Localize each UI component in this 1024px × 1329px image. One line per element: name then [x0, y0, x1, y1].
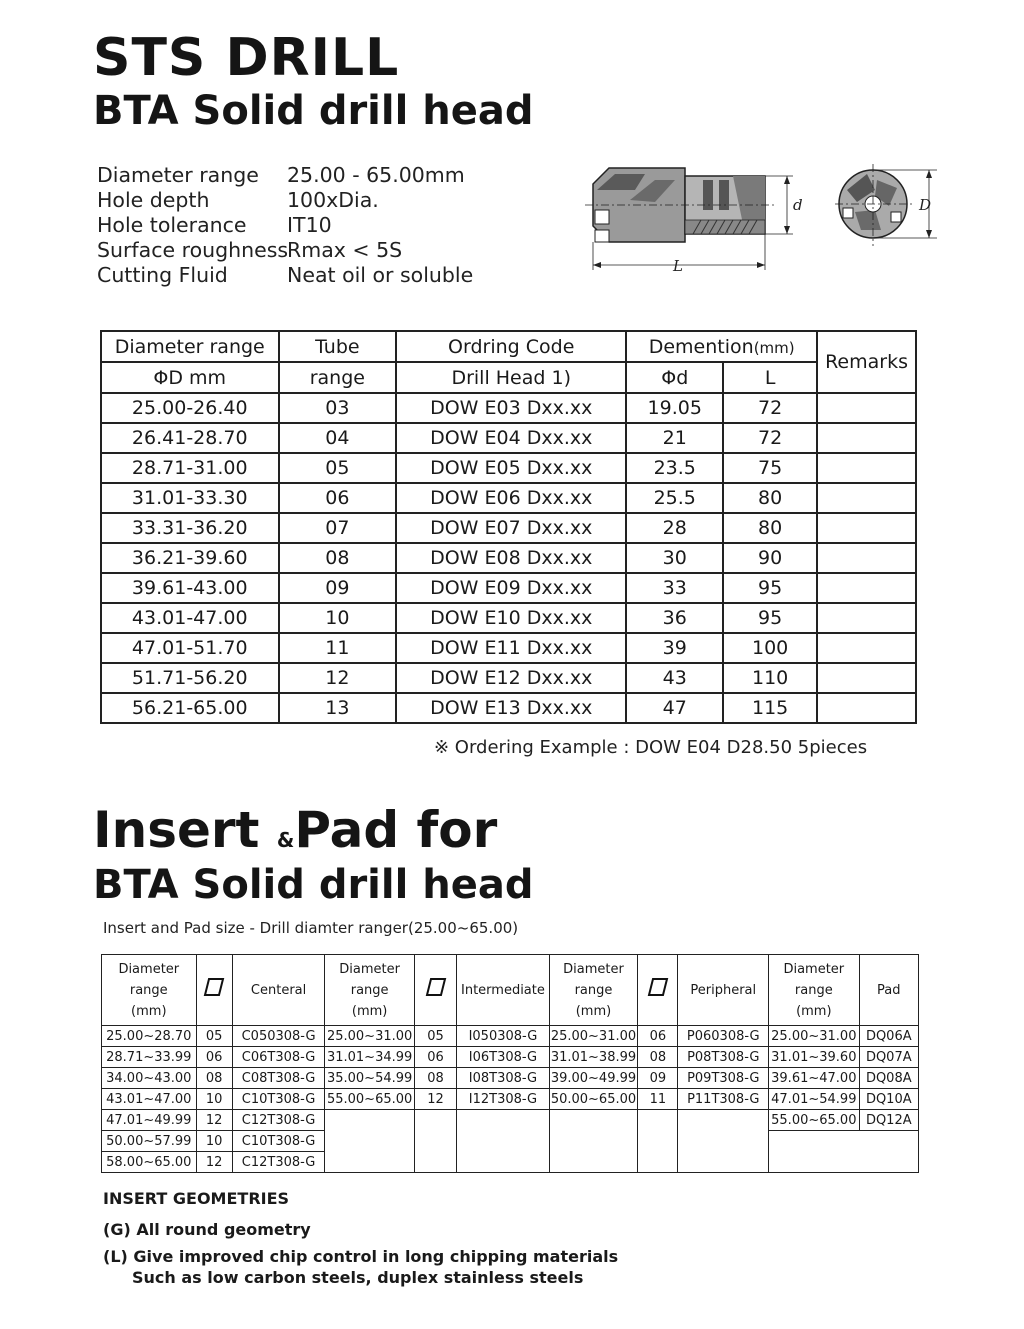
table-row [102, 1089, 919, 1110]
table-row [101, 633, 916, 663]
cell-code: DOW E08 Dxx.xx [396, 543, 626, 573]
header-peripheral-diameter [549, 955, 638, 1026]
header-tube-range: range [279, 362, 397, 393]
header-remarks: Remarks [817, 331, 916, 393]
spec-row [97, 188, 473, 213]
cell-tube: 10 [279, 603, 397, 633]
spec-label: Diameter range [97, 163, 259, 187]
cell-L: 100 [723, 633, 817, 663]
header-ordering-code: Ordring Code [396, 331, 626, 362]
table-row [101, 393, 916, 423]
section2-subtitle: BTA Solid drill head [93, 862, 534, 908]
header-tube: Tube [279, 331, 397, 362]
cell-tube: 13 [279, 693, 397, 723]
central-code: C12T308-G [232, 1110, 325, 1131]
central-size: 12 [196, 1110, 232, 1131]
spec-row [97, 263, 473, 288]
cell-L: 80 [723, 483, 817, 513]
pad-range: 39.61~47.00 [769, 1068, 860, 1089]
cell-tube: 08 [279, 543, 397, 573]
header-intermediate: Intermediate [457, 955, 550, 1026]
spec-value: IT10 [287, 213, 332, 237]
empty-cell [638, 1110, 678, 1173]
spec-list [97, 163, 473, 288]
cell-diameter: 26.41-28.70 [101, 423, 279, 453]
table-row [101, 573, 916, 603]
cell-phi-d: 47 [626, 693, 723, 723]
intermediate-range: 31.01~34.99 [325, 1047, 415, 1068]
insert-pad-table [101, 954, 919, 1173]
pad-code: DQ06A [859, 1026, 918, 1047]
cell-code: DOW E03 Dxx.xx [396, 393, 626, 423]
table-row [101, 423, 916, 453]
page-subtitle: BTA Solid drill head [93, 88, 534, 134]
insert-geometries [103, 1188, 618, 1288]
L-dimension-label: L [673, 257, 683, 275]
header-diameter-unit: ΦD mm [101, 362, 279, 393]
section2-title [93, 800, 497, 870]
peripheral-range: 50.00~65.00 [549, 1089, 638, 1110]
spec-label: Surface roughness [97, 238, 289, 262]
cell-L: 115 [723, 693, 817, 723]
cell-remarks [817, 483, 916, 513]
insert-size-note: Insert and Pad size - Drill diamter ranger(25.00~65.00) [103, 919, 519, 937]
cell-diameter: 51.71-56.20 [101, 663, 279, 693]
drill-head-table [100, 330, 917, 724]
intermediate-code: I12T308-G [457, 1089, 550, 1110]
cell-L: 90 [723, 543, 817, 573]
cell-code: DOW E12 Dxx.xx [396, 663, 626, 693]
intermediate-code: I050308-G [457, 1026, 550, 1047]
cell-tube: 09 [279, 573, 397, 603]
header-intermediate-diameter [325, 955, 415, 1026]
header-diameter-l1: Diameter [339, 961, 400, 977]
cell-phi-d: 21 [626, 423, 723, 453]
central-size: 06 [196, 1047, 232, 1068]
cell-L: 80 [723, 513, 817, 543]
intermediate-range: 55.00~65.00 [325, 1089, 415, 1110]
spec-value: 25.00 - 65.00mm [287, 163, 465, 187]
cell-phi-d: 33 [626, 573, 723, 603]
geometry-l: (L) Give improved chip control in long chipping materials [103, 1247, 619, 1266]
table-row [102, 1026, 919, 1047]
section2-title-part1: Insert [93, 801, 260, 859]
intermediate-range: 25.00~31.00 [325, 1026, 415, 1047]
cell-code: DOW E13 Dxx.xx [396, 693, 626, 723]
empty-cell [769, 1131, 919, 1173]
geometry-l-detail: Such as low carbon steels, duplex stainless steels [132, 1268, 584, 1287]
header-diameter-l3: (mm) [796, 1003, 832, 1019]
pad-code: DQ12A [859, 1110, 918, 1131]
table-row [101, 513, 916, 543]
header-diameter-l3: (mm) [575, 1003, 612, 1019]
cell-diameter: 31.01-33.30 [101, 483, 279, 513]
header-dimention [626, 331, 817, 362]
drill-head-drawing [575, 150, 955, 284]
cell-L: 95 [723, 603, 817, 633]
spec-row [97, 163, 473, 188]
header-central: Centeral [232, 955, 325, 1026]
table-row [102, 1047, 919, 1068]
central-range: 43.01~47.00 [102, 1089, 197, 1110]
header-insert-shape [414, 955, 456, 1026]
empty-cell [457, 1110, 550, 1173]
rhombus-insert-icon [425, 976, 447, 998]
cell-phi-d: 28 [626, 513, 723, 543]
cell-remarks [817, 633, 916, 663]
spec-row [97, 213, 473, 238]
cell-tube: 03 [279, 393, 397, 423]
spec-label: Hole tolerance [97, 213, 247, 237]
central-size: 08 [196, 1068, 232, 1089]
intermediate-size: 08 [414, 1068, 456, 1089]
intermediate-range: 35.00~54.99 [325, 1068, 415, 1089]
cell-remarks [817, 573, 916, 603]
header-diameter-l2: range [350, 982, 389, 998]
peripheral-size: 08 [638, 1047, 678, 1068]
header-central-diameter [102, 955, 197, 1026]
cell-code: DOW E07 Dxx.xx [396, 513, 626, 543]
peripheral-code: P08T308-G [678, 1047, 769, 1068]
spec-value: Neat oil or soluble [287, 263, 474, 287]
empty-cell [549, 1110, 638, 1173]
central-size: 10 [196, 1089, 232, 1110]
cell-diameter: 28.71-31.00 [101, 453, 279, 483]
cell-L: 95 [723, 573, 817, 603]
cell-tube: 04 [279, 423, 397, 453]
cell-diameter: 56.21-65.00 [101, 693, 279, 723]
pad-range: 47.01~54.99 [769, 1089, 860, 1110]
header-pad: Pad [859, 955, 918, 1026]
pad-code: DQ08A [859, 1068, 918, 1089]
peripheral-range: 39.00~49.99 [549, 1068, 638, 1089]
cell-code: DOW E04 Dxx.xx [396, 423, 626, 453]
peripheral-code: P09T308-G [678, 1068, 769, 1089]
header-diameter-l3: (mm) [351, 1003, 388, 1019]
peripheral-range: 31.01~38.99 [549, 1047, 638, 1068]
header-diameter-l2: range [574, 982, 613, 998]
central-range: 58.00~65.00 [102, 1152, 197, 1173]
header-insert-shape [196, 955, 232, 1026]
cell-remarks [817, 543, 916, 573]
cell-tube: 06 [279, 483, 397, 513]
header-diameter-l1: Diameter [118, 961, 180, 977]
spec-label: Hole depth [97, 188, 210, 212]
cell-code: DOW E11 Dxx.xx [396, 633, 626, 663]
header-diameter-range: Diameter range [101, 331, 279, 362]
spec-row [97, 238, 473, 263]
section2-title-amp: & [276, 828, 295, 852]
central-code: C10T308-G [232, 1131, 325, 1152]
header-diameter-l3: (mm) [131, 1003, 167, 1019]
cell-code: DOW E05 Dxx.xx [396, 453, 626, 483]
cell-tube: 12 [279, 663, 397, 693]
header-diameter-l1: Diameter [783, 961, 845, 977]
header-diameter-l1: Diameter [563, 961, 624, 977]
spec-value: Rmax < 5S [287, 238, 403, 262]
header-pad-diameter [769, 955, 860, 1026]
central-size: 10 [196, 1131, 232, 1152]
cell-remarks [817, 513, 916, 543]
rhombus-insert-icon [203, 976, 225, 998]
dimention-unit: (mm) [753, 338, 795, 357]
pad-code: DQ10A [859, 1089, 918, 1110]
geometry-g: (G) All round geometry [103, 1220, 311, 1239]
cell-remarks [817, 393, 916, 423]
intermediate-size: 05 [414, 1026, 456, 1047]
peripheral-code: P11T308-G [678, 1089, 769, 1110]
table-row [102, 1068, 919, 1089]
central-code: C12T308-G [232, 1152, 325, 1173]
peripheral-code: P060308-G [678, 1026, 769, 1047]
peripheral-size: 06 [638, 1026, 678, 1047]
pad-range: 31.01~39.60 [769, 1047, 860, 1068]
peripheral-size: 11 [638, 1089, 678, 1110]
drill-head-illustration [575, 150, 955, 280]
section2-title-part2: Pad for [294, 801, 498, 859]
header-peripheral: Peripheral [678, 955, 769, 1026]
central-range: 47.01~49.99 [102, 1110, 197, 1131]
header-insert-shape [638, 955, 678, 1026]
cell-diameter: 47.01-51.70 [101, 633, 279, 663]
page-title: STS DRILL [93, 28, 400, 88]
central-size: 05 [196, 1026, 232, 1047]
cell-L: 72 [723, 423, 817, 453]
central-code: C050308-G [232, 1026, 325, 1047]
cell-diameter: 25.00-26.40 [101, 393, 279, 423]
cell-code: DOW E10 Dxx.xx [396, 603, 626, 633]
central-range: 34.00~43.00 [102, 1068, 197, 1089]
peripheral-size: 09 [638, 1068, 678, 1089]
cell-L: 75 [723, 453, 817, 483]
drill-head-side-view [585, 168, 793, 270]
cell-phi-d: 19.05 [626, 393, 723, 423]
header-diameter-l2: range [794, 982, 833, 998]
intermediate-size: 12 [414, 1089, 456, 1110]
cell-L: 110 [723, 663, 817, 693]
header-L: L [723, 362, 817, 393]
cell-remarks [817, 663, 916, 693]
pad-range: 25.00~31.00 [769, 1026, 860, 1047]
intermediate-size: 06 [414, 1047, 456, 1068]
cell-diameter: 43.01-47.00 [101, 603, 279, 633]
cell-tube: 07 [279, 513, 397, 543]
spec-value: 100xDia. [287, 188, 379, 212]
table-row [101, 483, 916, 513]
cell-phi-d: 25.5 [626, 483, 723, 513]
cell-remarks [817, 693, 916, 723]
intermediate-code: I06T308-G [457, 1047, 550, 1068]
cell-phi-d: 23.5 [626, 453, 723, 483]
D-dimension-label: D [919, 196, 932, 214]
cell-L: 72 [723, 393, 817, 423]
rhombus-insert-icon [647, 976, 669, 998]
spec-label: Cutting Fluid [97, 263, 228, 287]
table-row [101, 453, 916, 483]
table-row [102, 1110, 919, 1131]
central-range: 28.71~33.99 [102, 1047, 197, 1068]
pad-range: 55.00~65.00 [769, 1110, 860, 1131]
table-row [101, 543, 916, 573]
cell-phi-d: 30 [626, 543, 723, 573]
cell-tube: 11 [279, 633, 397, 663]
dimention-label: Demention [648, 335, 754, 358]
central-range: 50.00~57.99 [102, 1131, 197, 1152]
empty-cell [678, 1110, 769, 1173]
geometries-heading: INSERT GEOMETRIES [103, 1189, 290, 1208]
cell-remarks [817, 453, 916, 483]
cell-diameter: 36.21-39.60 [101, 543, 279, 573]
cell-tube: 05 [279, 453, 397, 483]
cell-code: DOW E06 Dxx.xx [396, 483, 626, 513]
cell-code: DOW E09 Dxx.xx [396, 573, 626, 603]
cell-phi-d: 43 [626, 663, 723, 693]
header-phi-d: Φd [626, 362, 723, 393]
header-diameter-l2: range [129, 982, 168, 998]
cell-remarks [817, 603, 916, 633]
central-range: 25.00~28.70 [102, 1026, 197, 1047]
intermediate-code: I08T308-G [457, 1068, 550, 1089]
header-drill-head: Drill Head 1) [396, 362, 626, 393]
pad-code: DQ07A [859, 1047, 918, 1068]
central-code: C10T308-G [232, 1089, 325, 1110]
d-dimension-label: d [793, 196, 803, 214]
cell-diameter: 33.31-36.20 [101, 513, 279, 543]
table-row [101, 603, 916, 633]
central-size: 12 [196, 1152, 232, 1173]
cell-phi-d: 39 [626, 633, 723, 663]
cell-phi-d: 36 [626, 603, 723, 633]
peripheral-range: 25.00~31.00 [549, 1026, 638, 1047]
empty-cell [325, 1110, 415, 1173]
empty-cell [414, 1110, 456, 1173]
table-row [101, 693, 916, 723]
cell-remarks [817, 423, 916, 453]
central-code: C08T308-G [232, 1068, 325, 1089]
central-code: C06T308-G [232, 1047, 325, 1068]
ordering-example: ※ Ordering Example : DOW E04 D28.50 5pieces [434, 737, 868, 758]
table-row [101, 663, 916, 693]
cell-diameter: 39.61-43.00 [101, 573, 279, 603]
